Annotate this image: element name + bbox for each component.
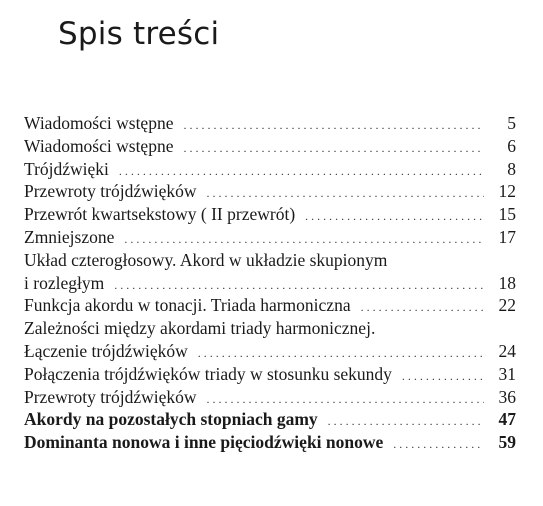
- toc-entry-first-line: [24, 317, 516, 340]
- toc-entry-title: Wiadomości wstępne: [24, 113, 174, 133]
- toc-entry-page: 59: [498, 432, 516, 453]
- dot-leader: [119, 160, 484, 183]
- toc-entry-title: Przewroty trójdźwięków: [24, 181, 197, 202]
- toc-entry-page: 5: [507, 113, 516, 133]
- dot-leader: [305, 205, 484, 228]
- toc-entry-title: Połączenia trójdźwięków triady w stosunku sekundy: [24, 363, 392, 384]
- toc-entry-title: Przewrót kwartsekstowy ( II przewrót): [24, 204, 296, 225]
- dot-leader: [361, 296, 484, 319]
- toc-entry: [24, 363, 516, 386]
- toc-entry-bold: [24, 408, 516, 431]
- dot-leader: [207, 388, 484, 411]
- toc-entry-title: Akordy na pozostałych stopniach gamy: [24, 409, 318, 430]
- toc-entry-title: Dominanta nonowa i inne pięciodźwięki nonowe: [24, 432, 384, 453]
- dot-leader: [328, 410, 484, 433]
- toc-entry: [24, 226, 516, 249]
- toc-entry-title: Łączenie trójdźwięków: [24, 340, 188, 361]
- toc-entry-title: Wiadomości wstępne: [24, 135, 174, 156]
- dot-leader: [183, 137, 484, 160]
- toc-entry: [24, 386, 516, 409]
- toc-entry-title: Zależności między akordami triady harmonicznej.: [24, 318, 376, 339]
- dot-leader: [114, 274, 484, 297]
- toc-entry-page: 36: [498, 386, 516, 407]
- dot-leader: [198, 342, 484, 365]
- toc-entry-page: 17: [498, 226, 516, 247]
- toc-entry: [24, 272, 516, 295]
- toc-entry: [24, 180, 516, 203]
- toc-entry-title: Trójdźwięki: [24, 158, 109, 179]
- toc-entry-page: 47: [498, 409, 516, 430]
- toc-entry-page: 12: [498, 181, 516, 202]
- toc-entry-page: 22: [498, 295, 516, 316]
- toc-entry-first-line: [24, 249, 516, 272]
- toc-entry-title: Funkcja akordu w tonacji. Triada harmoniczna: [24, 295, 351, 316]
- toc-entry-bold: [24, 431, 516, 454]
- toc-entry: [24, 158, 516, 181]
- toc-entry: [24, 112, 516, 135]
- dot-leader: [207, 182, 484, 205]
- page-title: Spis treści: [58, 16, 220, 52]
- dot-leader: [402, 365, 484, 388]
- dot-leader: [124, 228, 484, 251]
- toc-entry-title: i rozległym: [24, 272, 105, 293]
- toc-entry-page: 18: [498, 272, 516, 293]
- toc-entry: [24, 203, 516, 226]
- toc-entry-title: Układ czterogłosowy. Akord w układzie skupionym: [24, 249, 388, 270]
- table-of-contents: [24, 112, 516, 454]
- toc-entry-page: 24: [498, 340, 516, 361]
- toc-entry: [24, 340, 516, 363]
- toc-entry-page: 15: [498, 204, 516, 225]
- toc-entry: [24, 294, 516, 317]
- toc-entry-title: Zmniejszone: [24, 226, 115, 247]
- toc-entry-page: 6: [507, 135, 516, 156]
- toc-entry-page: 8: [507, 158, 516, 179]
- toc-entry: [24, 135, 516, 158]
- toc-entry-page: 31: [498, 363, 516, 384]
- toc-entry-title: Przewroty trójdźwięków: [24, 386, 197, 407]
- dot-leader: [393, 433, 484, 456]
- dot-leader: [183, 114, 484, 137]
